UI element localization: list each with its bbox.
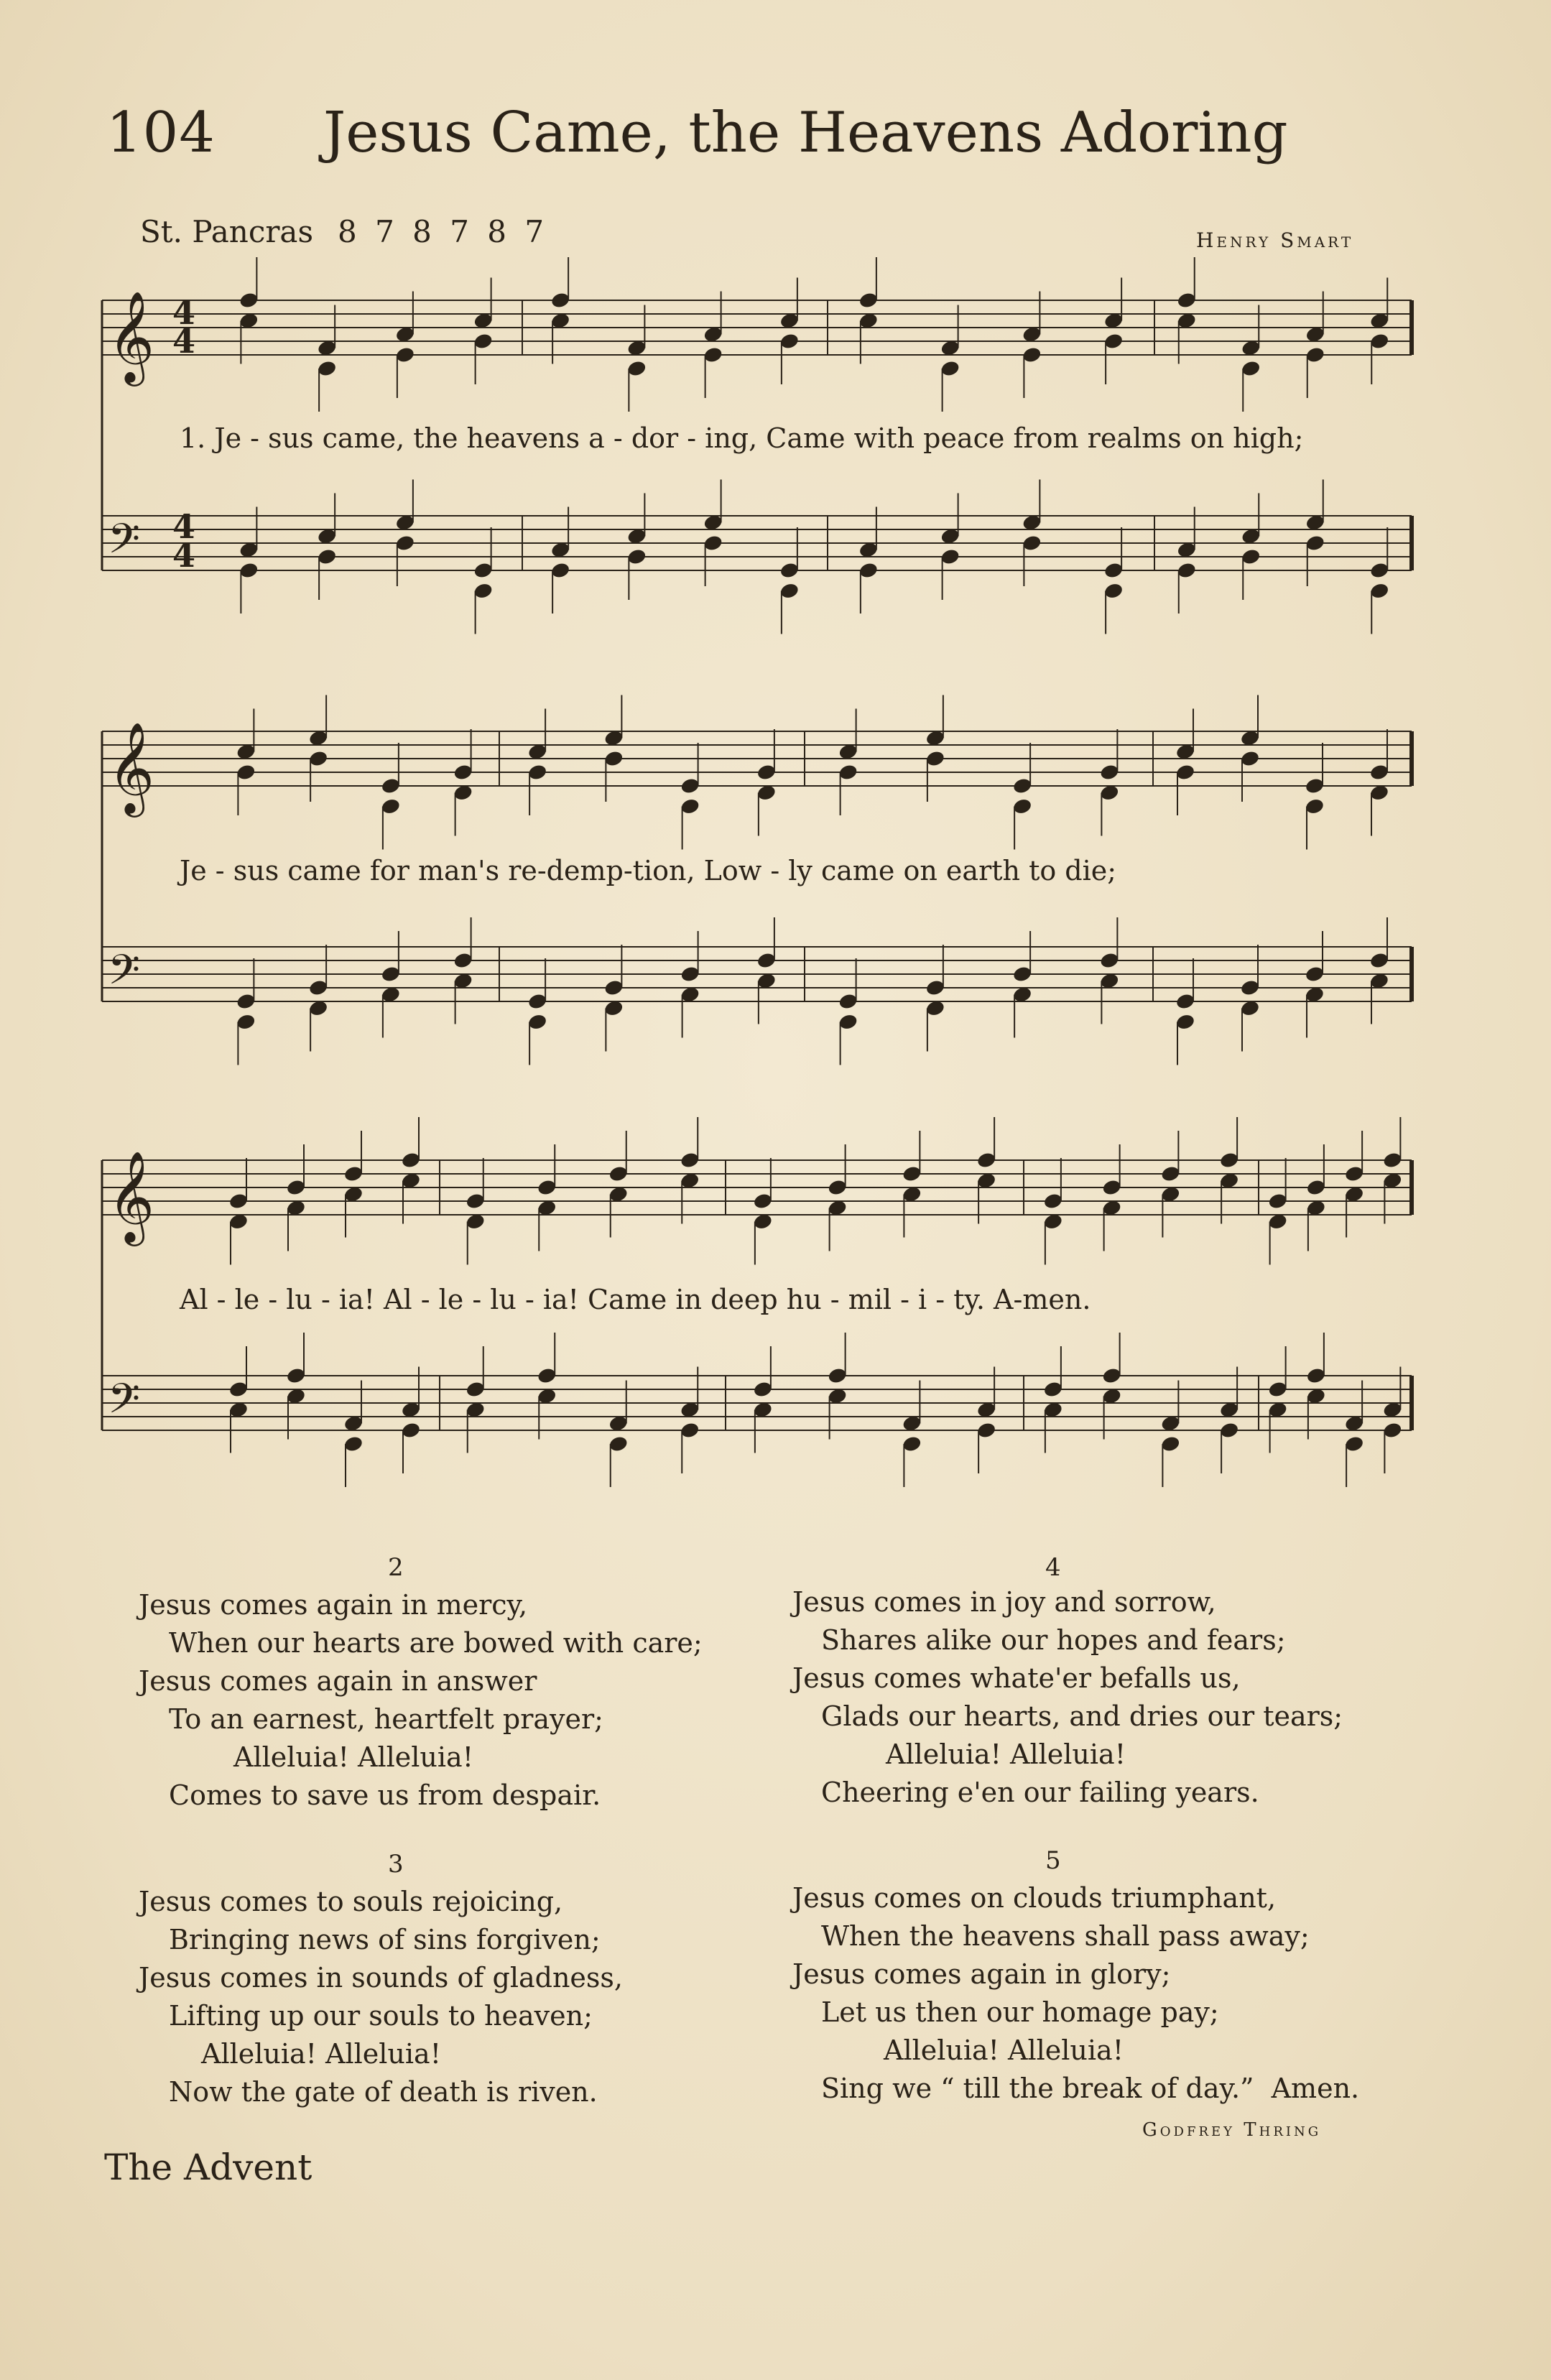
verse-line: When our hearts are bowed with care; (169, 1627, 703, 1659)
verse-line: Jesus comes to souls rejoicing, (139, 1886, 563, 1917)
meter: 8 7 8 7 8 7 (338, 214, 549, 249)
verse-line: To an earnest, heartfelt prayer; (169, 1703, 603, 1735)
lyrics-system-2: Je - sus came for man's re-demp-tion, Low - ly came on earth to die; (180, 855, 1117, 886)
verse-line: Jesus comes again in mercy, (139, 1589, 528, 1621)
verse-line: Alleluia! Alleluia! (884, 2034, 1124, 2066)
lyrics-system-1: 1. Je - sus came, the heavens a - dor - ing, Came with peace from realms on high; (180, 422, 1304, 454)
verse-line: Bringing news of sins forgiven; (169, 1924, 601, 1955)
verse-line: When the heavens shall pass away; (821, 1920, 1310, 1952)
verse-line: Now the gate of death is riven. (169, 2076, 598, 2108)
author: Godfrey Thring (1142, 2119, 1322, 2141)
verse-line: Shares alike our hopes and fears; (821, 1624, 1286, 1656)
verse-line: Jesus comes on clouds triumphant, (792, 1882, 1277, 1914)
verse-line: Comes to save us from despair. (169, 1779, 601, 1811)
verse-line: Glads our hearts, and dries our tears; (821, 1700, 1343, 1732)
hymn-title: Jesus Came, the Heavens Adoring (323, 101, 1288, 165)
verse-number: 3 (388, 1850, 404, 1879)
treble-clef-icon: 𝄞 (108, 721, 155, 813)
treble-clef-icon: 𝄞 (108, 290, 155, 382)
verse-line: Jesus comes in sounds of gladness, (139, 1962, 623, 1994)
verse-line: Jesus comes in joy and sorrow, (792, 1586, 1216, 1618)
bass-clef-icon: 𝄢 (108, 514, 141, 573)
verse-number: 5 (1045, 1846, 1061, 1875)
time-signature-treble: 4 4 (172, 293, 196, 361)
verse-line: Alleluia! Alleluia! (886, 1738, 1126, 1770)
verse-line: Jesus comes again in answer (139, 1665, 537, 1697)
verse-line: Sing we “ till the break of day.” Amen. (821, 2073, 1360, 2104)
treble-clef-icon: 𝄞 (108, 1150, 155, 1242)
composer: Henry Smart (1196, 228, 1354, 252)
verse-number: 4 (1045, 1553, 1061, 1582)
verse-line: Jesus comes again in glory; (792, 1958, 1171, 1990)
verse-line: Jesus comes whate'er befalls us, (792, 1662, 1241, 1694)
verse-line: Let us then our homage pay; (821, 1996, 1219, 2028)
lyrics-system-3: Al - le - lu - ia! Al - le - lu - ia! Came in deep hu - mil - i - ty. A-men. (180, 1284, 1091, 1315)
section-footer: The Advent (104, 2147, 312, 2188)
bass-clef-icon: 𝄢 (108, 945, 141, 1004)
verse-line: Alleluia! Alleluia! (201, 2038, 441, 2070)
verse-number: 2 (388, 1553, 404, 1582)
verse-line: Cheering e'en our failing years. (821, 1777, 1259, 1808)
tune-name: St. Pancras (140, 214, 314, 249)
verse-line: Alleluia! Alleluia! (233, 1741, 473, 1773)
verse-line: Lifting up our souls to heaven; (169, 2000, 593, 2032)
hymn-number: 104 (106, 101, 216, 165)
time-signature-bass: 4 4 (172, 507, 196, 575)
bass-clef-icon: 𝄢 (108, 1374, 141, 1433)
